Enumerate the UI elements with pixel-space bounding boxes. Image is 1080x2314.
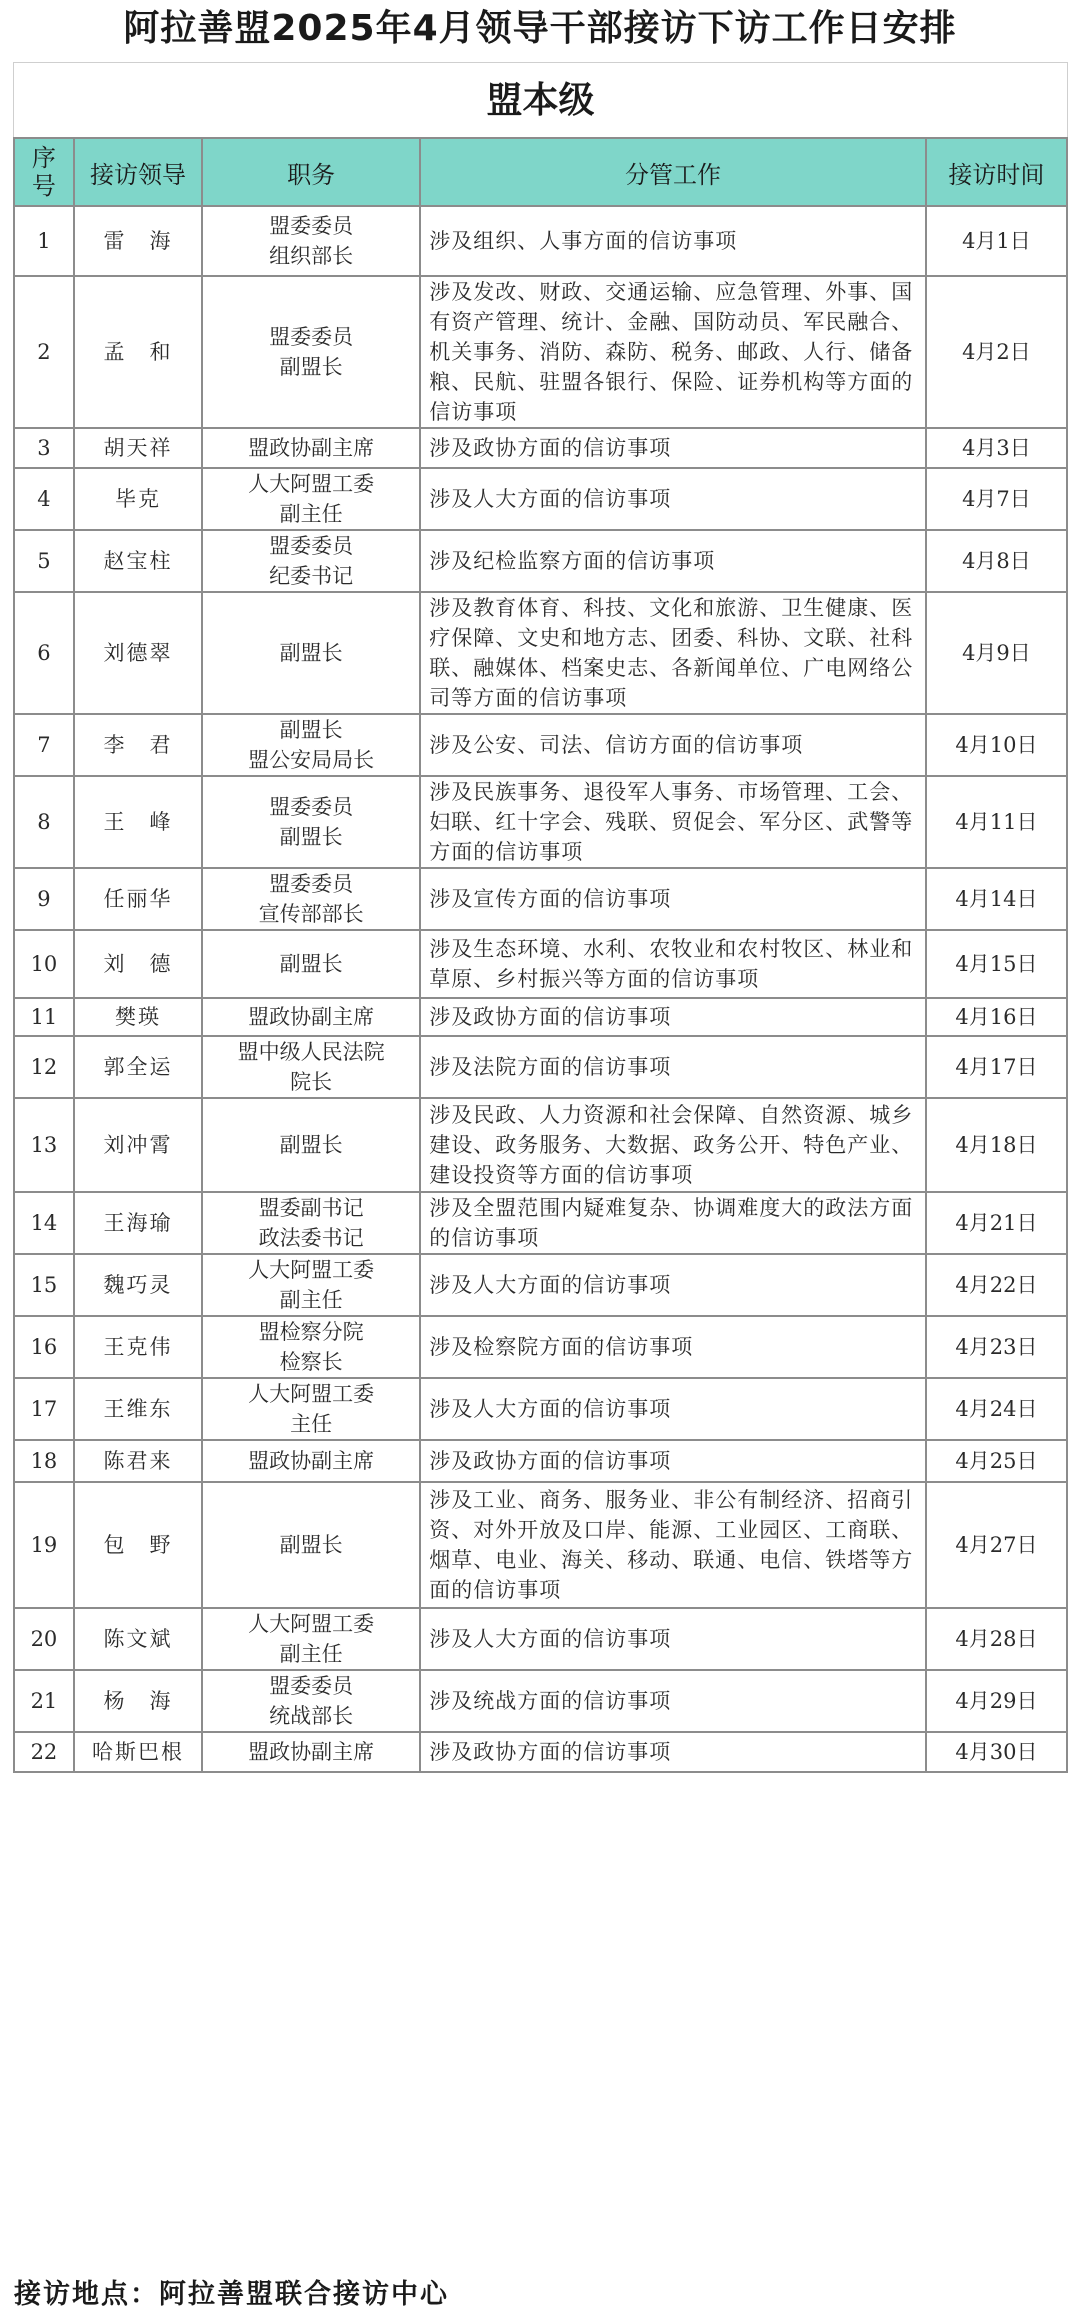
reception-date: 4月30日 [926,1732,1067,1772]
row-number: 19 [14,1482,74,1608]
row-number: 15 [14,1254,74,1316]
row-number: 6 [14,592,74,714]
table-row [14,1316,1067,1378]
duty-description: 涉及人大方面的信访事项 [420,1608,926,1670]
table-row [14,1378,1067,1440]
leader-position: 盟委委员 副盟长 [202,776,420,868]
table-row [14,1732,1067,1772]
table-header-row [14,138,1067,206]
reception-date: 4月7日 [926,468,1067,530]
reception-date: 4月3日 [926,428,1067,468]
leader-name: 郭全运 [74,1036,202,1098]
reception-date: 4月17日 [926,1036,1067,1098]
reception-date: 4月18日 [926,1098,1067,1192]
leader-position: 盟委委员 宣传部部长 [202,868,420,930]
row-number: 18 [14,1440,74,1482]
leader-name: 雷 海 [74,206,202,276]
leader-name: 王维东 [74,1378,202,1440]
table-row [14,998,1067,1036]
row-number: 1 [14,206,74,276]
table-row [14,1192,1067,1254]
table-row [14,1670,1067,1732]
leader-name: 任丽华 [74,868,202,930]
row-number: 3 [14,428,74,468]
leader-position: 副盟长 [202,1098,420,1192]
table-row [14,1440,1067,1482]
leader-name: 陈文斌 [74,1608,202,1670]
leader-name: 李 君 [74,714,202,776]
leader-position: 副盟长 [202,592,420,714]
duty-description: 涉及人大方面的信访事项 [420,468,926,530]
duty-description: 涉及政协方面的信访事项 [420,428,926,468]
duty-description: 涉及人大方面的信访事项 [420,1378,926,1440]
row-number: 17 [14,1378,74,1440]
row-number: 12 [14,1036,74,1098]
leader-position: 盟检察分院 检察长 [202,1316,420,1378]
duty-description: 涉及民政、人力资源和社会保障、自然资源、城乡建设、政务服务、大数据、政务公开、特色产业、建设投资等方面的信访事项 [420,1098,926,1192]
reception-date: 4月24日 [926,1378,1067,1440]
duty-description: 涉及人大方面的信访事项 [420,1254,926,1316]
leader-position: 盟政协副主席 [202,1440,420,1482]
leader-position: 盟委委员 统战部长 [202,1670,420,1732]
row-number: 2 [14,276,74,428]
duty-description: 涉及生态环境、水利、农牧业和农村牧区、林业和草原、乡村振兴等方面的信访事项 [420,930,926,998]
duty-description: 涉及宣传方面的信访事项 [420,868,926,930]
row-number: 8 [14,776,74,868]
reception-date: 4月15日 [926,930,1067,998]
schedule-table [13,137,1068,1773]
reception-date: 4月21日 [926,1192,1067,1254]
page-title: 阿拉善盟2025年4月领导干部接访下访工作日安排 [123,8,957,49]
table-row [14,1482,1067,1608]
duty-description: 涉及纪检监察方面的信访事项 [420,530,926,592]
reception-date: 4月27日 [926,1482,1067,1608]
leader-name: 陈君来 [74,1440,202,1482]
reception-date: 4月9日 [926,592,1067,714]
row-number: 22 [14,1732,74,1772]
reception-date: 4月23日 [926,1316,1067,1378]
row-number: 11 [14,998,74,1036]
leader-position: 人大阿盟工委 主任 [202,1378,420,1440]
duty-description: 涉及政协方面的信访事项 [420,1732,926,1772]
leader-name: 包 野 [74,1482,202,1608]
duty-description: 涉及组织、人事方面的信访事项 [420,206,926,276]
header-leader: 接访领导 [74,138,202,206]
table-row [14,776,1067,868]
table-row [14,592,1067,714]
leader-name: 哈斯巴根 [74,1732,202,1772]
reception-date: 4月29日 [926,1670,1067,1732]
leader-position: 盟政协副主席 [202,428,420,468]
table-row [14,1254,1067,1316]
table-body [14,206,1067,1772]
row-number: 13 [14,1098,74,1192]
duty-description: 涉及政协方面的信访事项 [420,1440,926,1482]
reception-date: 4月10日 [926,714,1067,776]
duty-description: 涉及民族事务、退役军人事务、市场管理、工会、妇联、红十字会、残联、贸促会、军分区、武警等方面的信访事项 [420,776,926,868]
table-row [14,530,1067,592]
leader-position: 副盟长 盟公安局局长 [202,714,420,776]
row-number: 21 [14,1670,74,1732]
leader-position: 盟委副书记 政法委书记 [202,1192,420,1254]
reception-date: 4月16日 [926,998,1067,1036]
reception-date: 4月25日 [926,1440,1067,1482]
table-row [14,468,1067,530]
duty-description: 涉及工业、商务、服务业、非公有制经济、招商引资、对外开放及口岸、能源、工业园区、工商联、烟草、电业、海关、移动、联通、电信、铁塔等方面的信访事项 [420,1482,926,1608]
leader-name: 刘冲霄 [74,1098,202,1192]
duty-description: 涉及全盟范围内疑难复杂、协调难度大的政法方面的信访事项 [420,1192,926,1254]
leader-name: 王克伟 [74,1316,202,1378]
table-row [14,428,1067,468]
leader-position: 人大阿盟工委 副主任 [202,468,420,530]
leader-name: 王 峰 [74,776,202,868]
header-date: 接访时间 [926,138,1067,206]
leader-position: 人大阿盟工委 副主任 [202,1254,420,1316]
leader-name: 赵宝柱 [74,530,202,592]
leader-name: 杨 海 [74,1670,202,1732]
leader-position: 人大阿盟工委 副主任 [202,1608,420,1670]
table-row [14,714,1067,776]
leader-name: 孟 和 [74,276,202,428]
header-no: 序 号 [14,138,74,206]
reception-location: 接访地点：阿拉善盟联合接访中心 [14,2279,449,2310]
row-number: 20 [14,1608,74,1670]
duty-description: 涉及政协方面的信访事项 [420,998,926,1036]
leader-position: 盟委委员 组织部长 [202,206,420,276]
table-row [14,1608,1067,1670]
duty-description: 涉及统战方面的信访事项 [420,1670,926,1732]
duty-description: 涉及公安、司法、信访方面的信访事项 [420,714,926,776]
leader-name: 刘德翠 [74,592,202,714]
reception-date: 4月11日 [926,776,1067,868]
table-row [14,930,1067,998]
table-row [14,868,1067,930]
row-number: 5 [14,530,74,592]
reception-date: 4月22日 [926,1254,1067,1316]
row-number: 4 [14,468,74,530]
table-row [14,1098,1067,1192]
row-number: 14 [14,1192,74,1254]
leader-name: 刘 德 [74,930,202,998]
table-row [14,276,1067,428]
leader-position: 盟委委员 副盟长 [202,276,420,428]
row-number: 10 [14,930,74,998]
row-number: 16 [14,1316,74,1378]
duty-description: 涉及教育体育、科技、文化和旅游、卫生健康、医疗保障、文史和地方志、团委、科协、文联、社科联、融媒体、档案史志、各新闻单位、广电网络公司等方面的信访事项 [420,592,926,714]
duty-description: 涉及法院方面的信访事项 [420,1036,926,1098]
table-row [14,206,1067,276]
leader-position: 副盟长 [202,930,420,998]
leader-name: 王海瑜 [74,1192,202,1254]
reception-date: 4月28日 [926,1608,1067,1670]
leader-position: 盟委委员 纪委书记 [202,530,420,592]
row-number: 7 [14,714,74,776]
reception-date: 4月8日 [926,530,1067,592]
leader-name: 樊瑛 [74,998,202,1036]
row-number: 9 [14,868,74,930]
header-duty: 分管工作 [420,138,926,206]
table-row [14,1036,1067,1098]
leader-name: 毕克 [74,468,202,530]
duty-description: 涉及发改、财政、交通运输、应急管理、外事、国有资产管理、统计、金融、国防动员、军民融合、机关事务、消防、森防、税务、邮政、人行、储备粮、民航、驻盟各银行、保险、证券机构等方面的信访事项 [420,276,926,428]
reception-date: 4月1日 [926,206,1067,276]
leader-position: 盟中级人民法院 院长 [202,1036,420,1098]
duty-description: 涉及检察院方面的信访事项 [420,1316,926,1378]
header-position: 职务 [202,138,420,206]
reception-date: 4月2日 [926,276,1067,428]
leader-position: 盟政协副主席 [202,998,420,1036]
table-subtitle: 盟本级 [13,62,1068,138]
reception-date: 4月14日 [926,868,1067,930]
leader-name: 胡天祥 [74,428,202,468]
leader-position: 盟政协副主席 [202,1732,420,1772]
leader-name: 魏巧灵 [74,1254,202,1316]
leader-position: 副盟长 [202,1482,420,1608]
